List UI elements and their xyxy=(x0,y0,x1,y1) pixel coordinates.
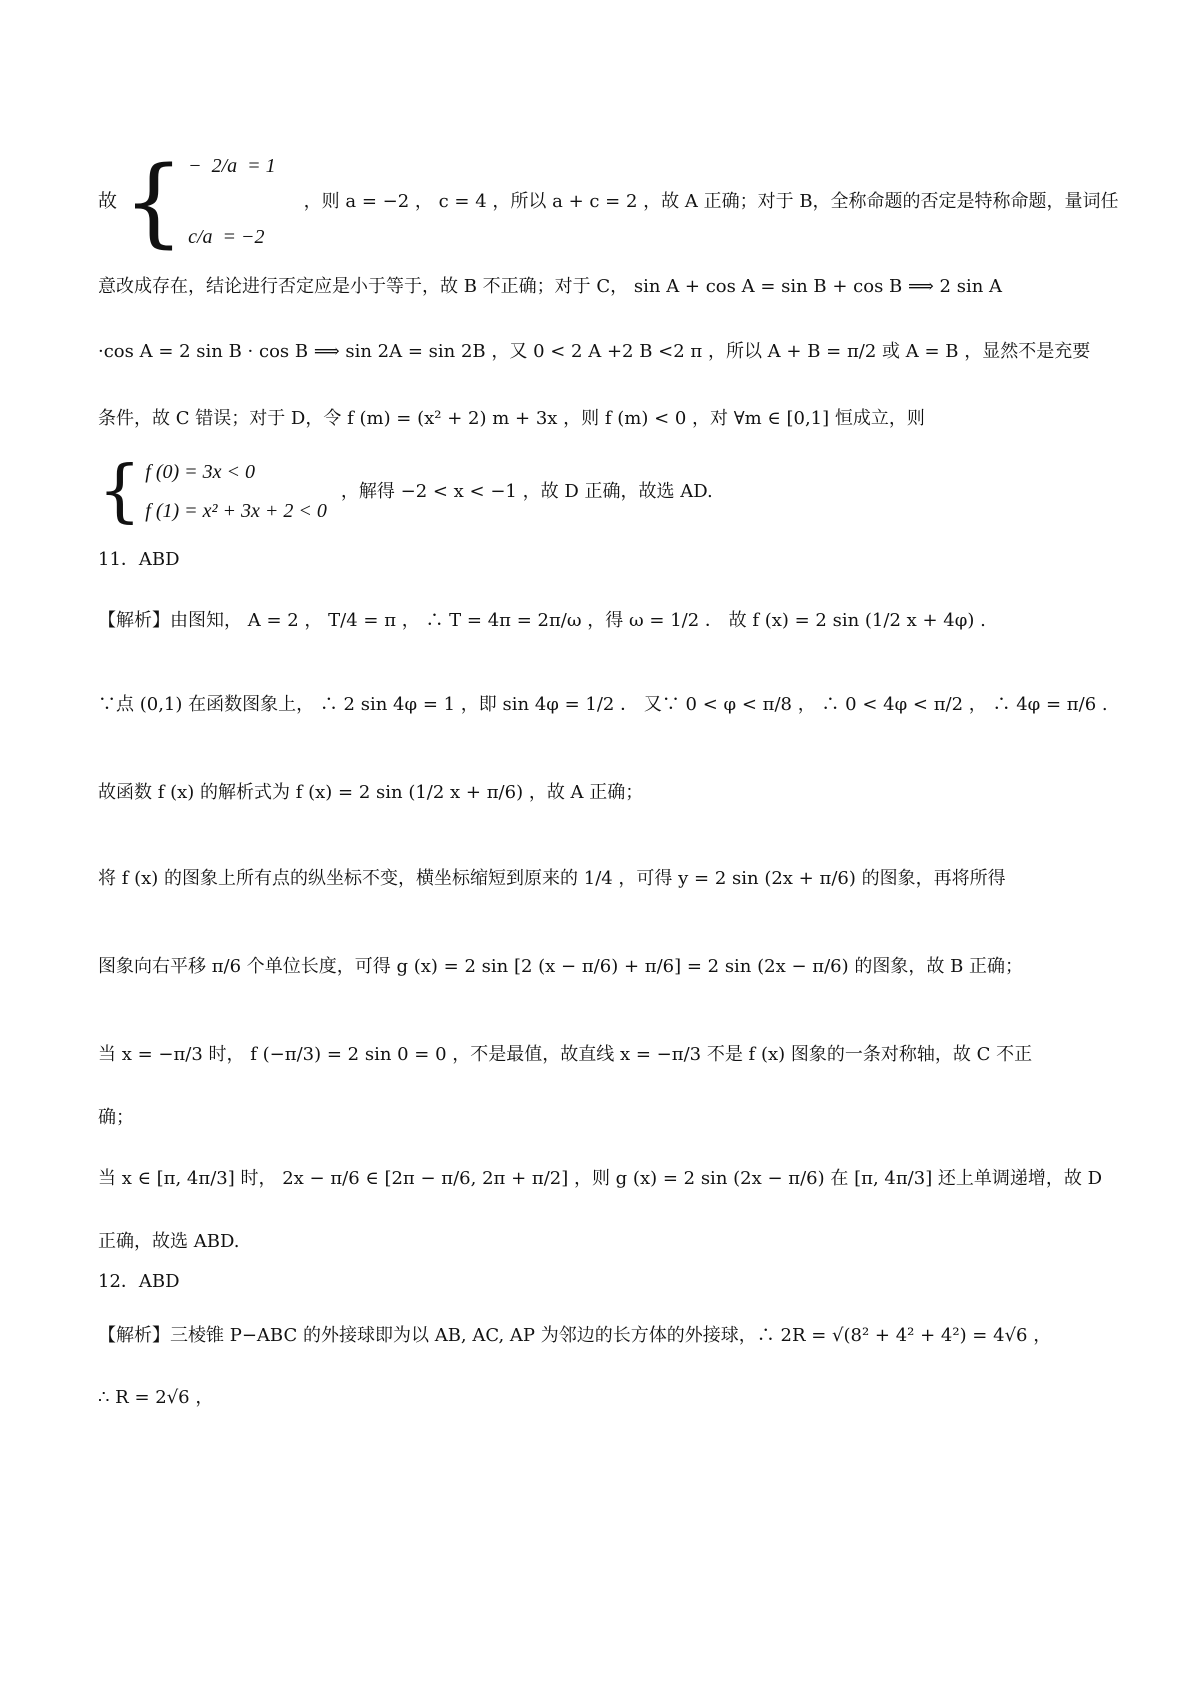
answer-11: 11．ABD xyxy=(98,548,180,570)
equation-system-1 xyxy=(188,154,276,250)
line-18-text: ∴ R = 2√6 ， xyxy=(98,1386,214,1408)
line-12-text: 当 x = −π/3 时， f (−π/3) = 2 sin 0 = 0 ，不是最值，故直线 x = −π/3 不是 f (x) 图象的一条对称轴，故 C 不正 xyxy=(98,1043,1033,1065)
line-5-text: ，解得 −2 < x < −1 ，故 D 正确，故选 AD. xyxy=(340,480,713,502)
answer-12: 12．ABD xyxy=(98,1270,180,1292)
line-8-text: ∵点 (0,1) 在函数图象上， ∴ 2 sin 4φ = 1 ，即 sin 4φ = 1/2 ． 又∵ 0 < φ < π/8 ， ∴ 0 < 4φ < π/2 ， ∴ 4φ = π/6 . xyxy=(98,693,1108,715)
line-17-text: 【解析】三棱锥 P−ABC 的外接球即为以 AB, AC, AP 为邻边的长方体的外接球，∴ 2R = √(8² + 4² + 4²) = 4√6 ， xyxy=(98,1324,1052,1346)
line-16-heading-12 xyxy=(98,1268,1118,1296)
line-14-text: 当 x ∈ [π, 4π/3] 时， 2x − π/6 ∈ [2π − π/6, 2π + π/2] ，则 g (x) = 2 sin (2x − π/6) 在 [π, 4π/3] 还上单调递增，故 D xyxy=(98,1167,1103,1189)
line-14 xyxy=(98,1154,1118,1204)
line-15-text: 正确，故选 ABD. xyxy=(98,1230,240,1252)
line-3 xyxy=(98,330,1118,374)
line-4-text: 条件，故 C 错误；对于 D，令 f (m) = (x² + 2) m + 3x ，则 f (m) < 0 ，对 ∀m ∈ [0,1] 恒成立，则 xyxy=(98,407,925,429)
line-15 xyxy=(98,1228,1118,1256)
line-10-text: 将 f (x) 的图象上所有点的纵坐标不变，横坐标缩短到原来的 1/4 ，可得 y = 2 sin (2x + π/6) 的图象，再将所得 xyxy=(98,867,1006,889)
line-5 xyxy=(98,452,1118,531)
line-9 xyxy=(98,768,1118,818)
line-18 xyxy=(98,1380,1118,1416)
equation-system-1-top: − 2/a = 1 xyxy=(188,155,276,177)
line-3-text: ·cos A = 2 sin B · cos B ⟹ sin 2A = sin 2B ，又 0 < 2 A +2 B <2 π ，所以 A + B = π/2 或 A = B ，显然不是充要 xyxy=(98,340,1091,362)
line-2 xyxy=(98,272,1118,302)
line-11 xyxy=(98,942,1118,992)
line-1-prefix: 故 xyxy=(98,190,118,213)
inequality-system-top: f (0) = 3x < 0 xyxy=(145,461,256,483)
line-11-text: 图象向右平移 π/6 个单位长度，可得 g (x) = 2 sin [2 (x − π/6) + π/6] = 2 sin (2x − π/6) 的图象，故 B 正确； xyxy=(98,955,1024,977)
line-7 xyxy=(98,596,1118,646)
line-2-text: 意改成存在，结论进行否定应是小于等于，故 B 不正确；对于 C， sin A + cos A = sin B + cos B ⟹ 2 sin A xyxy=(98,275,1003,297)
line-1 xyxy=(98,146,1119,258)
line-17 xyxy=(98,1318,1118,1354)
line-1-text: ，则 a = −2 ， c = 4 ，所以 a + c = 2 ，故 A 正确；对于 B，全称命题的否定是特称命题，量词任 xyxy=(303,190,1119,212)
line-6-heading-11 xyxy=(98,546,1118,574)
line-12 xyxy=(98,1030,1118,1080)
line-4 xyxy=(98,404,1118,434)
left-brace: { xyxy=(123,146,185,258)
inequality-system-bottom: f (1) = x² + 3x + 2 < 0 xyxy=(145,500,327,522)
line-8 xyxy=(98,680,1118,730)
inequality-system xyxy=(145,460,327,524)
line-13-text: 确； xyxy=(98,1106,134,1128)
equation-system-1-bottom: c/a = −2 xyxy=(188,226,265,248)
line-7-text: 【解析】由图知， A = 2 ， T/4 = π ， ∴ T = 4π = 2π/ω ，得 ω = 1/2 ． 故 f (x) = 2 sin (1/2 x + 4φ) . xyxy=(98,609,986,631)
line-10 xyxy=(98,854,1118,904)
left-brace: { xyxy=(98,452,142,531)
line-9-text: 故函数 f (x) 的解析式为 f (x) = 2 sin (1/2 x + π/6) ，故 A 正确； xyxy=(98,781,644,803)
line-13 xyxy=(98,1104,1118,1132)
